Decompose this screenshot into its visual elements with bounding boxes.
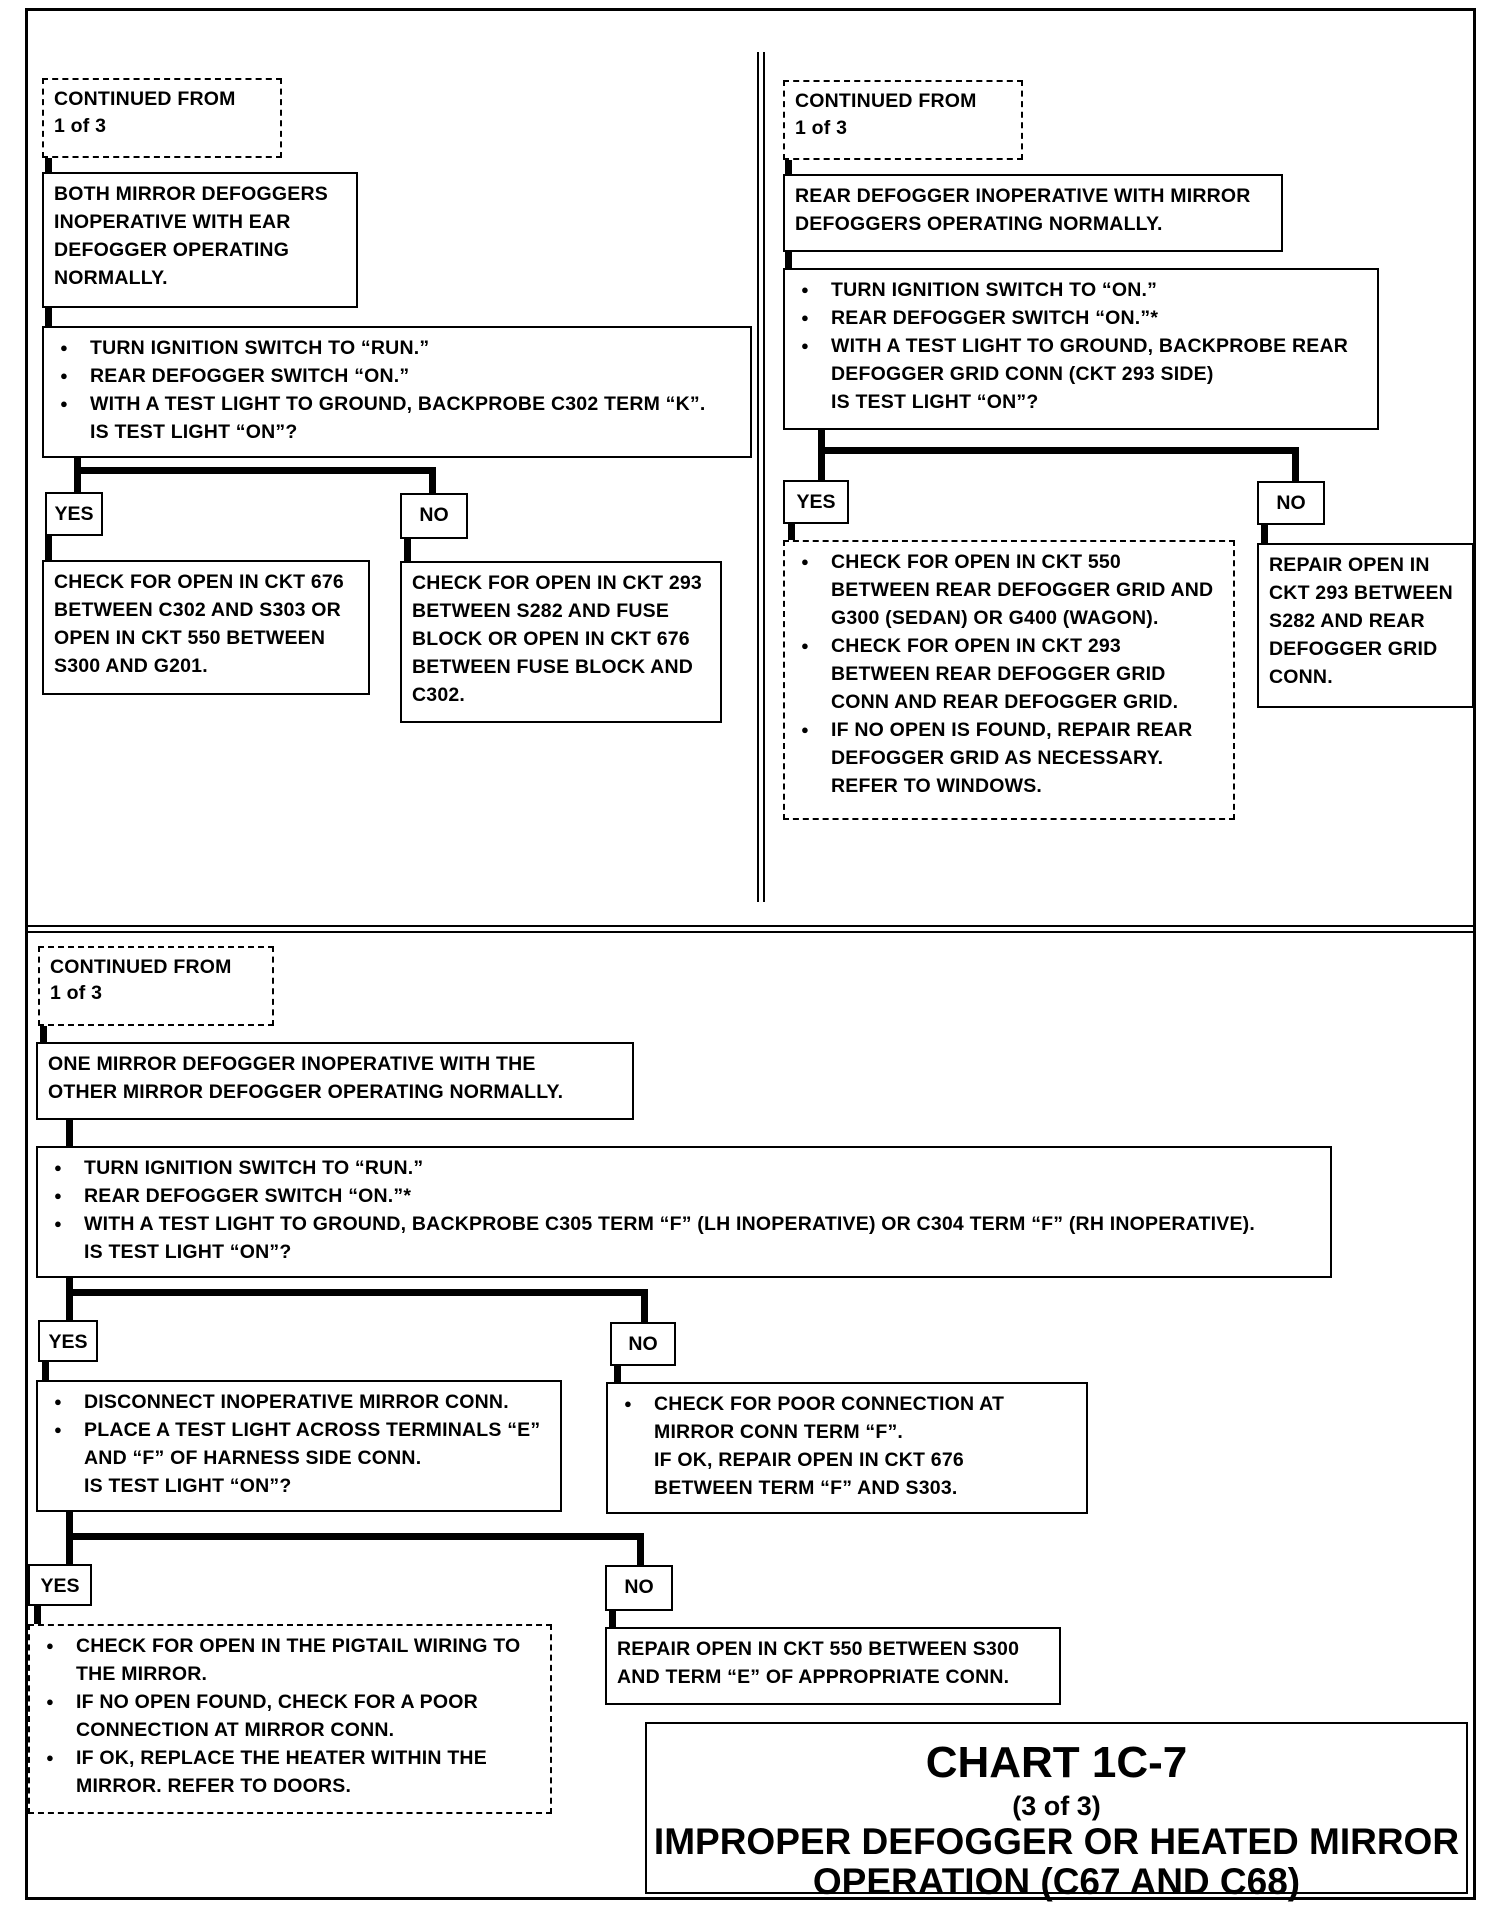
tr-condition-line: REAR DEFOGGER INOPERATIVE WITH MIRROR	[795, 185, 1251, 207]
bottom-connector	[42, 1362, 49, 1380]
vertical-divider-right	[763, 52, 765, 902]
tr-continued-line: 1 of 3	[795, 117, 848, 139]
bottom-branch-bar	[66, 1289, 648, 1296]
tr-test-step: ● TURN IGNITION SWITCH TO “ON.”	[795, 276, 1367, 304]
bottom-yes2-result-line: ● IF NO OPEN FOUND, CHECK FOR A POOR	[40, 1688, 540, 1716]
tl-connector	[404, 539, 411, 561]
bottom-test-step: ● REAR DEFOGGER SWITCH “ON.”*	[48, 1182, 1320, 1210]
tl-connector	[45, 158, 52, 172]
bottom-no2-result-box	[605, 1627, 1061, 1705]
tl-yes-result-box	[42, 560, 370, 695]
tl-connector	[45, 536, 52, 560]
bottom-connector	[66, 1278, 73, 1322]
bottom-yes2-result-box	[28, 1624, 552, 1814]
tr-continued-line: CONTINUED FROM	[795, 90, 977, 112]
bottom-test-step: ● TURN IGNITION SWITCH TO “RUN.”	[48, 1154, 1320, 1182]
bottom-yes2-label: YES	[28, 1564, 92, 1606]
tl-test-question: IS TEST LIGHT “ON”?	[90, 421, 298, 443]
bottom-no2-result-line: AND TERM “E” OF APPROPRIATE CONN.	[617, 1666, 1010, 1688]
tr-yes-result-line: ● IF NO OPEN IS FOUND, REPAIR REAR	[795, 716, 1223, 744]
bottom-no-label: NO	[610, 1322, 676, 1366]
bottom-yes-step-question: IS TEST LIGHT “ON”?	[84, 1475, 292, 1497]
tr-condition-line: DEFOGGERS OPERATING NORMALLY.	[795, 213, 1163, 235]
tl-continued-box	[42, 78, 282, 158]
tl-test-step: ● WITH A TEST LIGHT TO GROUND, BACKPROBE C302 TERM “K”.	[54, 390, 740, 418]
tr-connector	[1292, 447, 1299, 481]
tr-connector	[785, 160, 792, 174]
bottom-yes2-result-line: MIRROR. REFER TO DOORS.	[76, 1775, 352, 1797]
tl-condition-box	[42, 172, 358, 308]
tl-test-box	[42, 326, 752, 458]
tr-yes-result-line: G300 (SEDAN) OR G400 (WAGON).	[831, 607, 1159, 629]
tr-connector	[818, 430, 825, 480]
bottom-yes2-result-line: ● CHECK FOR OPEN IN THE PIGTAIL WIRING TO	[40, 1632, 540, 1660]
bottom-yes-step-line: ● DISCONNECT INOPERATIVE MIRROR CONN.	[48, 1388, 550, 1416]
tr-yes-label: YES	[783, 480, 849, 524]
bottom-no-step-box	[606, 1382, 1088, 1514]
tr-yes-result-line: ● CHECK FOR OPEN IN CKT 550	[795, 548, 1223, 576]
tl-no-result-line: BLOCK OR OPEN IN CKT 676	[412, 628, 690, 650]
chart-description-line: OPERATION (C67 AND C68)	[812, 1861, 1301, 1902]
tr-yes-result-line: BETWEEN REAR DEFOGGER GRID	[831, 663, 1166, 685]
tr-yes-result-line: DEFOGGER GRID AS NECESSARY.	[831, 747, 1164, 769]
vertical-divider-left	[757, 52, 759, 902]
tr-no-label: NO	[1257, 481, 1325, 525]
bottom-continued-line: 1 of 3	[50, 982, 103, 1004]
bottom-condition-line: OTHER MIRROR DEFOGGER OPERATING NORMALLY.	[48, 1081, 564, 1103]
tr-connector	[788, 524, 795, 540]
bottom-test-question: IS TEST LIGHT “ON”?	[84, 1241, 292, 1263]
tr-test-step: ● REAR DEFOGGER SWITCH “ON.”*	[795, 304, 1367, 332]
tr-connector	[1261, 525, 1268, 543]
bottom-yes-step-line: AND “F” OF HARNESS SIDE CONN.	[84, 1447, 422, 1469]
tl-condition-line: NORMALLY.	[54, 267, 168, 289]
tl-no-result-line: CHECK FOR OPEN IN CKT 293	[412, 572, 702, 594]
bottom-connector	[614, 1366, 621, 1382]
bottom-continued-line: CONTINUED FROM	[50, 956, 232, 978]
tl-condition-line: BOTH MIRROR DEFOGGERS	[54, 183, 328, 205]
bottom-connector	[66, 1120, 73, 1146]
horizontal-divider-bottom	[26, 931, 1474, 933]
tr-yes-result-box	[783, 540, 1235, 820]
bottom-no-step-line: ● CHECK FOR POOR CONNECTION AT	[618, 1390, 1076, 1418]
tl-yes-result-line: CHECK FOR OPEN IN CKT 676	[54, 571, 344, 593]
tr-no-result-line: DEFOGGER GRID	[1269, 638, 1438, 660]
tr-no-result-line: S282 AND REAR	[1269, 610, 1425, 632]
tr-test-question: IS TEST LIGHT “ON”?	[831, 391, 1039, 413]
tl-continued-line: 1 of 3	[54, 115, 107, 137]
bottom-test-box	[36, 1146, 1332, 1278]
chart-description-line: IMPROPER DEFOGGER OR HEATED MIRROR	[653, 1821, 1460, 1862]
bottom-test-step: ● WITH A TEST LIGHT TO GROUND, BACKPROBE C305 TERM “F” (LH INOPERATIVE) OR C304 TERM “F” (RH INOPERATIVE).	[48, 1210, 1320, 1238]
tl-yes-result-line: BETWEEN C302 AND S303 OR	[54, 599, 341, 621]
bottom-no2-result-line: REPAIR OPEN IN CKT 550 BETWEEN S300	[617, 1638, 1020, 1660]
tr-branch-bar	[818, 447, 1299, 454]
tl-no-result-line: BETWEEN S282 AND FUSE	[412, 600, 670, 622]
tr-test-step: ● WITH A TEST LIGHT TO GROUND, BACKPROBE REAR	[795, 332, 1367, 360]
bottom-condition-line: ONE MIRROR DEFOGGER INOPERATIVE WITH THE	[48, 1053, 536, 1075]
bottom-condition-box	[36, 1042, 634, 1120]
bottom-connector	[34, 1606, 41, 1624]
horizontal-divider-top	[26, 925, 1474, 927]
tr-no-result-box	[1257, 543, 1474, 708]
tl-no-label: NO	[400, 493, 468, 539]
bottom-continued-box	[38, 946, 274, 1026]
bottom-no-step-line: IF OK, REPAIR OPEN IN CKT 676	[654, 1449, 964, 1471]
bottom-connector	[641, 1289, 648, 1323]
bottom-yes-step-line: ● PLACE A TEST LIGHT ACROSS TERMINALS “E”	[48, 1416, 550, 1444]
tr-test-box	[783, 268, 1379, 430]
chart-title-block	[645, 1722, 1468, 1902]
tr-condition-box	[783, 174, 1283, 252]
tl-continued-line: CONTINUED FROM	[54, 88, 236, 110]
tl-branch-bar	[74, 467, 436, 474]
bottom-no-step-line: MIRROR CONN TERM “F”.	[654, 1421, 904, 1443]
tr-connector	[785, 252, 792, 268]
tr-yes-result-line: BETWEEN REAR DEFOGGER GRID AND	[831, 579, 1214, 601]
chart-part-number: (3 of 3)	[1012, 1791, 1101, 1821]
bottom-no2-label: NO	[605, 1565, 673, 1611]
tl-test-step: ● REAR DEFOGGER SWITCH “ON.”	[54, 362, 740, 390]
tr-yes-result-line: ● CHECK FOR OPEN IN CKT 293	[795, 632, 1223, 660]
tr-yes-result-line: CONN AND REAR DEFOGGER GRID.	[831, 691, 1179, 713]
tl-no-result-box	[400, 561, 722, 723]
tl-connector	[45, 308, 52, 326]
bottom-yes2-result-line: THE MIRROR.	[76, 1663, 208, 1685]
tl-no-result-line: C302.	[412, 684, 466, 706]
tl-yes-result-line: OPEN IN CKT 550 BETWEEN	[54, 627, 326, 649]
tl-yes-label: YES	[45, 492, 103, 536]
tr-no-result-line: CKT 293 BETWEEN	[1269, 582, 1453, 604]
bottom-yes2-result-line: CONNECTION AT MIRROR CONN.	[76, 1719, 395, 1741]
chart-title: CHART 1C-7	[925, 1738, 1188, 1787]
bottom-connector	[637, 1533, 644, 1565]
tl-condition-line: DEFOGGER OPERATING	[54, 239, 290, 261]
bottom-no-step-line: BETWEEN TERM “F” AND S303.	[654, 1477, 958, 1499]
tr-no-result-line: REPAIR OPEN IN	[1269, 554, 1430, 576]
bottom-yes-step-box	[36, 1380, 562, 1512]
tr-yes-result-line: REFER TO WINDOWS.	[831, 775, 1043, 797]
tl-connector	[74, 458, 81, 492]
tr-no-result-line: CONN.	[1269, 666, 1333, 688]
bottom-connector	[40, 1026, 47, 1042]
bottom-yes-label: YES	[38, 1320, 98, 1362]
bottom-yes2-result-line: ● IF OK, REPLACE THE HEATER WITHIN THE	[40, 1744, 540, 1772]
bottom-branch-bar-2	[66, 1533, 644, 1540]
tl-condition-line: INOPERATIVE WITH EAR	[54, 211, 291, 233]
tl-no-result-line: BETWEEN FUSE BLOCK AND	[412, 656, 694, 678]
tr-continued-box	[783, 80, 1023, 160]
tl-test-step: ● TURN IGNITION SWITCH TO “RUN.”	[54, 334, 740, 362]
tr-test-step-continued: DEFOGGER GRID CONN (CKT 293 SIDE)	[831, 363, 1214, 385]
tl-yes-result-line: S300 AND G201.	[54, 655, 208, 677]
bottom-connector	[609, 1611, 616, 1627]
